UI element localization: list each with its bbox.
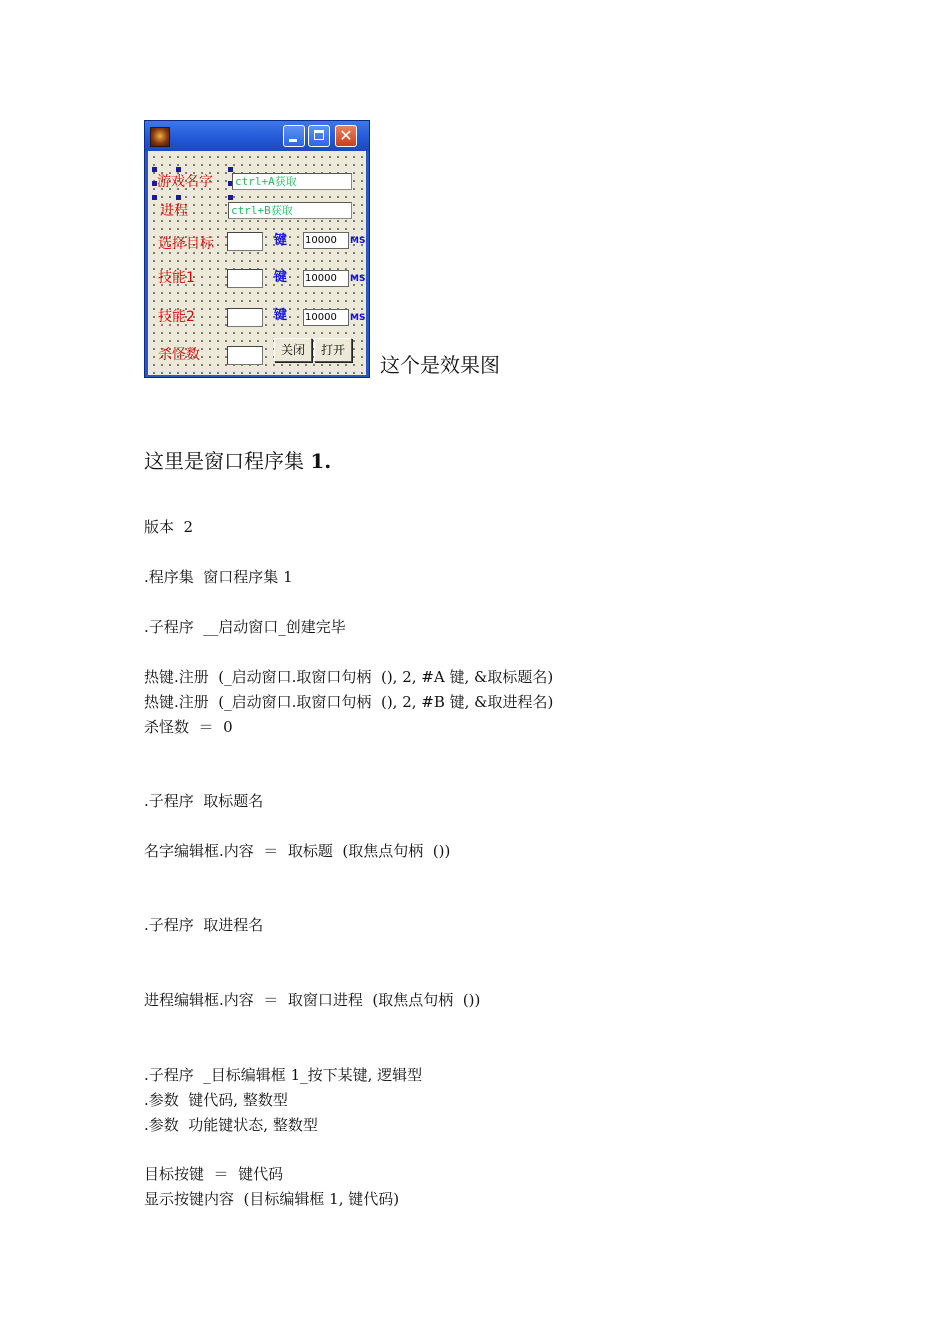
maximize-button[interactable] [308, 125, 330, 147]
skill2-label: 技能2 [158, 309, 195, 325]
code-line: 进程编辑框.内容 ＝ 取窗口进程 (取焦点句柄 ()) [144, 991, 481, 1009]
minimize-icon [289, 139, 297, 142]
select-target-label: 选择目标 [158, 236, 214, 252]
selection-handle [176, 195, 181, 200]
selection-handle [228, 195, 233, 200]
code-line: 版本 2 [144, 518, 194, 536]
code-line: .参数 键代码, 整数型 [144, 1091, 288, 1109]
kill-count-input[interactable] [227, 346, 263, 365]
selection-handle [228, 167, 233, 172]
minimize-button[interactable] [283, 125, 305, 147]
target-key-label: 键 [274, 233, 288, 248]
selection-handle [152, 195, 157, 200]
skill1-key-label: 键 [274, 270, 288, 285]
code-line: .子程序 _目标编辑框 1_按下某键, 逻辑型 [144, 1066, 423, 1084]
code-line: .子程序 取标题名 [144, 792, 264, 810]
section-heading [144, 448, 331, 474]
code-line: .子程序 取进程名 [144, 916, 264, 934]
app-icon [150, 127, 170, 147]
section-heading-number: 1. [310, 449, 332, 473]
open-button[interactable]: 打开 [314, 338, 352, 362]
code-line: 热键.注册 (_启动窗口.取窗口句柄 (), 2, #A 键, &取标题名) [144, 668, 554, 686]
code-line: 名字编辑框.内容 ＝ 取标题 (取焦点句柄 ()) [144, 842, 451, 860]
close-window-button[interactable] [335, 125, 357, 147]
code-line: .子程序 __启动窗口_创建完毕 [144, 618, 346, 636]
process-input[interactable]: ctrl+B获取 [228, 202, 352, 219]
target-key-input[interactable] [227, 232, 263, 251]
skill2-ms-label: MS [350, 313, 366, 323]
skill1-interval-input[interactable]: 10000 [303, 270, 349, 287]
window-client-area [148, 151, 366, 375]
skill2-key-label: 键 [274, 308, 288, 323]
close-button[interactable]: 关闭 [274, 338, 312, 362]
code-line: 显示按键内容 (目标编辑框 1, 键代码) [144, 1190, 400, 1208]
effect-screenshot-window [144, 120, 370, 378]
target-ms-label: MS [350, 236, 366, 246]
skill2-interval-input[interactable]: 10000 [303, 309, 349, 326]
kill-count-label: 杀怪数 [158, 347, 200, 363]
skill1-ms-label: MS [350, 274, 366, 284]
window-titlebar [145, 121, 369, 151]
game-name-label: 游戏名字 [157, 174, 213, 190]
selection-handle [176, 167, 181, 172]
game-name-input[interactable]: ctrl+A获取 [232, 173, 352, 190]
code-line: 目标按键 ＝ 键代码 [144, 1165, 284, 1183]
code-line: .程序集 窗口程序集 1 [144, 568, 293, 586]
target-interval-input[interactable]: 10000 [303, 232, 349, 249]
process-label: 进程 [160, 203, 188, 219]
close-icon: ✕ [339, 126, 353, 145]
section-heading-text: 这里是窗口程序集 [144, 449, 304, 473]
figure-caption: 这个是效果图 [380, 353, 500, 377]
code-line: 杀怪数 ＝ 0 [144, 718, 233, 736]
code-line: .参数 功能键状态, 整数型 [144, 1116, 318, 1134]
skill2-key-input[interactable] [227, 308, 263, 327]
maximize-icon [314, 130, 324, 140]
code-line: 热键.注册 (_启动窗口.取窗口句柄 (), 2, #B 键, &取进程名) [144, 693, 554, 711]
skill1-label: 技能1 [158, 270, 195, 286]
skill1-key-input[interactable] [227, 269, 263, 288]
selection-handle [152, 167, 157, 172]
